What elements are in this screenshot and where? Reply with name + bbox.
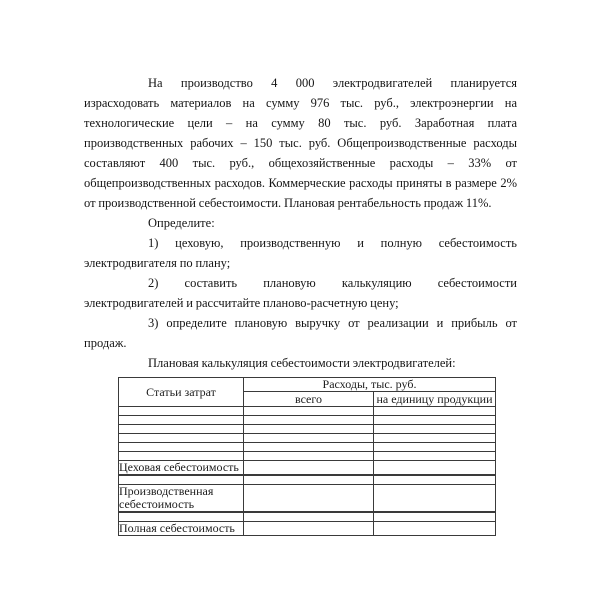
task-condition-paragraph: На производство 4 000 электродвигателей планируется израсходовать материалов на сумму 976 тыс. руб., электроэнергии на технологические цели – на сумму 80 тыс. руб. Заработная плата производственных рабочих – 150 тыс. руб. Общепроизводственные расходы составляют 400 тыс. руб., общехозяйственные расходы – 33% от общепроизводственных расходов. Коммерческие расходы приняты в размере 2% от производственной себестоимости. Плановая рентабельность продаж 11%.: [84, 76, 517, 210]
cost-item-cell: Цеховая себестоимость: [119, 461, 244, 476]
table-row: [119, 452, 496, 461]
expenses-per-unit-cell[interactable]: [374, 407, 496, 416]
cost-item-cell[interactable]: [119, 416, 244, 425]
table-row-production-cost: [119, 485, 496, 513]
expenses-total-cell[interactable]: [244, 407, 374, 416]
expenses-per-unit-cell[interactable]: [374, 512, 496, 522]
task-item-2: 2) составить плановую калькуляцию себестоимости электродвигателей и рассчитайте планово-расчетную цену;: [84, 276, 517, 310]
expenses-total-cell[interactable]: [244, 443, 374, 452]
expenses-per-unit-cell[interactable]: [374, 416, 496, 425]
task-item-3: 3) определите плановую выручку от реализации и прибыль от продаж.: [84, 316, 517, 350]
expenses-total-cell[interactable]: [244, 485, 374, 513]
expenses-per-unit-cell[interactable]: [374, 425, 496, 434]
expenses-per-unit-cell[interactable]: [374, 452, 496, 461]
expenses-per-unit-cell[interactable]: [374, 485, 496, 513]
cost-item-cell[interactable]: [119, 407, 244, 416]
define-heading: Определите:: [148, 216, 215, 230]
expenses-per-unit-cell[interactable]: [374, 475, 496, 485]
expenses-total-cell[interactable]: [244, 434, 374, 443]
table-row: [119, 416, 496, 425]
cost-item-cell[interactable]: [119, 443, 244, 452]
table-caption: Плановая калькуляция себестоимости электродвигателей:: [148, 356, 456, 370]
column-header-per-unit: на единицу продукции: [374, 392, 496, 407]
table-header-row-1: [119, 378, 496, 392]
cost-item-cell[interactable]: [119, 475, 244, 485]
table-row-full-cost: [119, 522, 496, 536]
table-row: [119, 512, 496, 522]
table-row-shop-cost: [119, 461, 496, 476]
table-row: [119, 425, 496, 434]
cost-item-cell[interactable]: [119, 434, 244, 443]
expenses-per-unit-cell[interactable]: [374, 434, 496, 443]
table-row: [119, 443, 496, 452]
expenses-per-unit-cell[interactable]: [374, 461, 496, 476]
table-row: [119, 475, 496, 485]
column-header-expenses-group: Расходы, тыс. руб.: [244, 378, 496, 392]
expenses-total-cell[interactable]: [244, 461, 374, 476]
expenses-total-cell[interactable]: [244, 475, 374, 485]
expenses-total-cell[interactable]: [244, 522, 374, 536]
expenses-per-unit-cell[interactable]: [374, 522, 496, 536]
expenses-total-cell[interactable]: [244, 452, 374, 461]
cost-item-cell: Полная себестоимость: [119, 522, 244, 536]
table-row: [119, 434, 496, 443]
task-item-1: 1) цеховую, производственную и полную себестоимость электродвигателя по плану;: [84, 236, 517, 270]
column-header-cost-items: Статьи затрат: [119, 378, 244, 407]
cost-item-cell[interactable]: [119, 452, 244, 461]
expenses-total-cell[interactable]: [244, 512, 374, 522]
table-row: [119, 407, 496, 416]
column-header-total: всего: [244, 392, 374, 407]
cost-item-cell: Производственная себестоимость: [119, 485, 244, 513]
expenses-total-cell[interactable]: [244, 416, 374, 425]
text-block: [84, 73, 517, 536]
expenses-total-cell[interactable]: [244, 425, 374, 434]
cost-item-cell[interactable]: [119, 512, 244, 522]
cost-calculation-table: [118, 377, 496, 536]
expenses-per-unit-cell[interactable]: [374, 443, 496, 452]
cost-item-cell[interactable]: [119, 425, 244, 434]
